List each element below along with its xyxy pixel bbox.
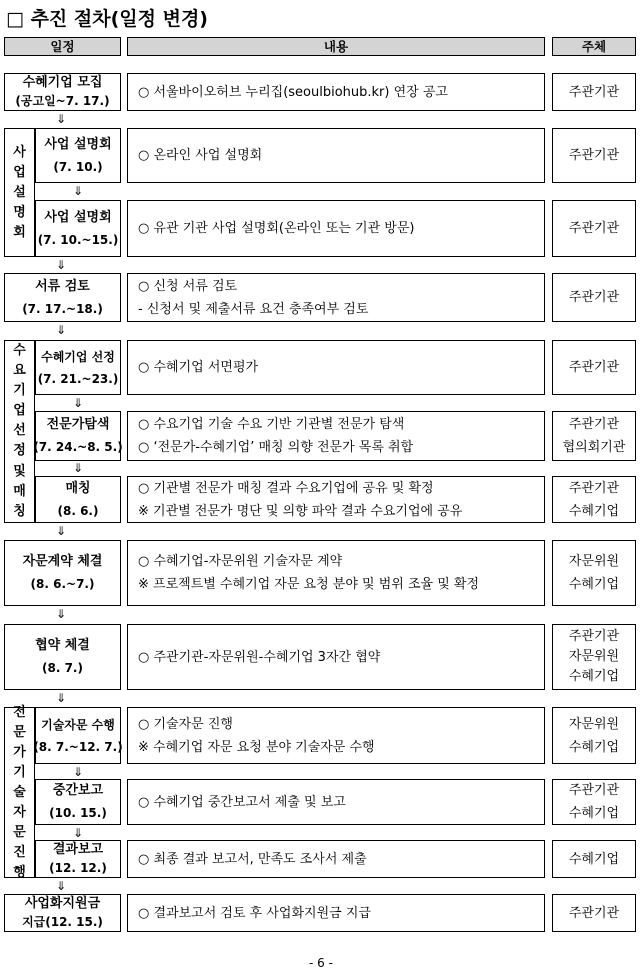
- schedule-cell-document-review: [4, 273, 121, 322]
- content-line: - 신청서 및 제출서류 요건 충족여부 검토: [138, 301, 369, 317]
- owner-label: 주관기관: [568, 417, 620, 432]
- owner-cell-beneficiary-selection: [552, 340, 636, 395]
- content-line: ○ ‘전문가-수혜기업’ 매칭 의향 전문가 목록 취합: [138, 440, 414, 455]
- flow-arrow-icon: ⇓: [72, 184, 84, 198]
- schedule-date: (7. 24.~8. 5.): [33, 440, 123, 454]
- content-cell-expert-search: [127, 411, 545, 461]
- owner-cell-consult-contract: [552, 540, 636, 606]
- schedule-cell-recruit: [4, 73, 121, 111]
- owner-cell-matching: [552, 476, 636, 523]
- content-cell-final-report: [127, 840, 545, 878]
- schedule-label: 기술자문 수행: [41, 717, 115, 732]
- content-line: ※ 기관별 전문가 명단 및 의향 파악 결과 수요기업에 공유: [138, 503, 463, 519]
- header-owner: 주체: [552, 37, 636, 56]
- owner-label: 주관기관: [568, 783, 620, 798]
- owner-label: 주관기관: [568, 905, 620, 921]
- content-line: ※ 수혜기업 자문 요청 분야 기술자문 수행: [138, 739, 375, 755]
- flow-arrow-icon: ⇓: [55, 691, 67, 705]
- schedule-label: 협약 체결: [35, 638, 90, 653]
- schedule-cell-matching: [35, 476, 121, 523]
- content-line: ○ 수혜기업 중간보고서 제출 및 보고: [138, 794, 346, 810]
- owner-label: 주관기관: [568, 629, 620, 644]
- schedule-date: (8. 7.): [42, 661, 83, 675]
- group-label-selection-matching: 수 요 기 업 선 정 및 매 칭: [4, 340, 35, 523]
- content-line: ○ 온라인 사업 설명회: [138, 148, 263, 163]
- content-line: ○ 유관 기관 사업 설명회(온라인 또는 기관 방문): [138, 221, 415, 236]
- owner-label: 수혜기업: [568, 739, 620, 755]
- schedule-date: (12. 12.): [49, 861, 107, 875]
- content-line: ※ 프로젝트별 수혜기업 자문 요청 분야 및 범위 조율 및 확정: [138, 577, 480, 592]
- content-cell-consulting-execution: [127, 707, 545, 764]
- owner-cell-consulting-execution: [552, 707, 636, 764]
- schedule-date: (7. 17.~18.): [22, 301, 103, 316]
- content-cell-briefing-agency: [127, 200, 545, 257]
- owner-cell-document-review: [552, 273, 636, 322]
- content-cell-beneficiary-selection: [127, 340, 545, 395]
- owner-label: 주관기관: [568, 148, 620, 163]
- content-line: ○ 수혜기업-자문위원 기술자문 계약: [138, 554, 343, 569]
- schedule-cell-final-report: [35, 840, 121, 878]
- schedule-date: (10. 15.): [49, 806, 107, 820]
- page-title: □ 추진 절차(일정 변경): [6, 8, 208, 30]
- owner-label: 자문위원: [568, 554, 620, 569]
- page-number: - 6 -: [309, 956, 333, 970]
- schedule-date: (8. 6.): [57, 503, 99, 518]
- content-line: ○ 결과보고서 검토 후 사업화지원금 지급: [138, 905, 371, 921]
- schedule-label: 사업 설명회: [44, 136, 112, 152]
- content-line: ○ 수혜기업 서면평가: [138, 360, 259, 375]
- flow-arrow-icon: ⇓: [72, 396, 84, 410]
- flow-arrow-icon: ⇓: [55, 607, 67, 621]
- owner-cell-recruit: [552, 73, 636, 111]
- schedule-label: 사업화지원금: [24, 896, 101, 911]
- header-schedule: 일정: [4, 37, 121, 56]
- content-cell-briefing-online: [127, 128, 545, 183]
- owner-label: 수혜기업: [568, 577, 620, 592]
- schedule-label: 전문가탐색: [46, 417, 110, 432]
- owner-label: 주관기관: [568, 84, 620, 100]
- owner-label: 수혜기업: [568, 806, 620, 821]
- content-line: ○ 서울바이오허브 누리집(seoulbiohub.kr) 연장 공고: [138, 84, 448, 100]
- schedule-cell-consult-contract: [4, 540, 121, 606]
- owner-label: 주관기관: [568, 480, 620, 496]
- schedule-label: 매칭: [65, 480, 91, 496]
- owner-label: 수혜기업: [568, 503, 620, 519]
- owner-cell-agreement: [552, 624, 636, 690]
- schedule-date: 지급(12. 15.): [22, 915, 103, 929]
- owner-label: 주관기관: [568, 290, 620, 305]
- schedule-date: (8. 7.~12. 7.): [33, 739, 123, 754]
- schedule-cell-expert-search: [35, 411, 121, 461]
- content-line: ○ 기술자문 진행: [138, 716, 233, 732]
- owner-cell-final-report: [552, 840, 636, 878]
- content-line: ○ 최종 결과 보고서, 만족도 조사서 제출: [138, 851, 367, 867]
- schedule-cell-interim-report: [35, 779, 121, 825]
- schedule-label: 사업 설명회: [44, 209, 112, 225]
- flow-arrow-icon: ⇓: [72, 765, 84, 779]
- owner-cell-briefing-online: [552, 128, 636, 183]
- schedule-date: (8. 6.~7.): [30, 577, 95, 591]
- flow-arrow-icon: ⇓: [55, 258, 67, 272]
- owner-cell-interim-report: [552, 779, 636, 825]
- content-line: ○ 기관별 전문가 매칭 결과 수요기업에 공유 및 확정: [138, 480, 434, 496]
- content-cell-consult-contract: [127, 540, 545, 606]
- owner-label: 자문위원: [568, 716, 620, 732]
- content-cell-document-review: [127, 273, 545, 322]
- flow-arrow-icon: ⇓: [72, 826, 84, 840]
- schedule-date: (공고일~7. 17.): [15, 94, 110, 108]
- owner-label: 수혜기업: [568, 669, 620, 684]
- content-cell-interim-report: [127, 779, 545, 825]
- schedule-label: 수혜기업 선정: [41, 349, 115, 364]
- owner-cell-grant-payment: [552, 894, 636, 932]
- schedule-cell-beneficiary-selection: [35, 340, 121, 395]
- schedule-label: 중간보고: [52, 783, 104, 798]
- content-cell-matching: [127, 476, 545, 523]
- flow-arrow-icon: ⇓: [55, 879, 67, 893]
- content-cell-agreement: [127, 624, 545, 690]
- schedule-label: 자문계약 체결: [22, 554, 103, 569]
- group-label-expert-consulting: 전 문 가 기 술 자 문 진 행: [4, 707, 35, 878]
- header-content: 내용: [127, 37, 545, 56]
- owner-label: 수혜기업: [568, 851, 620, 867]
- group-label-briefing: 사 업 설 명 회: [4, 128, 35, 257]
- schedule-label: 결과보고: [52, 842, 104, 857]
- content-line: ○ 신청 서류 검토: [138, 278, 238, 294]
- content-cell-grant-payment: [127, 894, 545, 932]
- flow-arrow-icon: ⇓: [55, 524, 67, 538]
- schedule-date: (7. 10.~15.): [37, 232, 119, 247]
- owner-label: 자문위원: [568, 649, 620, 664]
- owner-label: 협의회기관: [562, 440, 626, 455]
- schedule-cell-briefing-online: [35, 128, 121, 183]
- schedule-cell-consulting-execution: [35, 707, 121, 764]
- schedule-date: (7. 10.): [53, 159, 103, 174]
- owner-cell-briefing-agency: [552, 200, 636, 257]
- content-line: ○ 주관기관-자문위원-수혜기업 3자간 협약: [138, 649, 381, 665]
- schedule-cell-agreement: [4, 624, 121, 690]
- flow-arrow-icon: ⇓: [72, 461, 84, 475]
- schedule-date: (7. 21.~23.): [37, 371, 119, 386]
- schedule-cell-briefing-agency: [35, 200, 121, 257]
- owner-label: 주관기관: [568, 360, 620, 375]
- flow-arrow-icon: ⇓: [55, 323, 67, 337]
- schedule-label: 서류 검토: [35, 278, 90, 294]
- content-line: ○ 수요기업 기술 수요 기반 기관별 전문가 탐색: [138, 417, 405, 432]
- owner-cell-expert-search: [552, 411, 636, 461]
- owner-label: 주관기관: [568, 221, 620, 236]
- flow-arrow-icon: ⇓: [55, 112, 67, 126]
- schedule-cell-grant-payment: [4, 894, 121, 932]
- schedule-label: 수혜기업 모집: [22, 75, 103, 90]
- content-cell-recruit: [127, 73, 545, 111]
